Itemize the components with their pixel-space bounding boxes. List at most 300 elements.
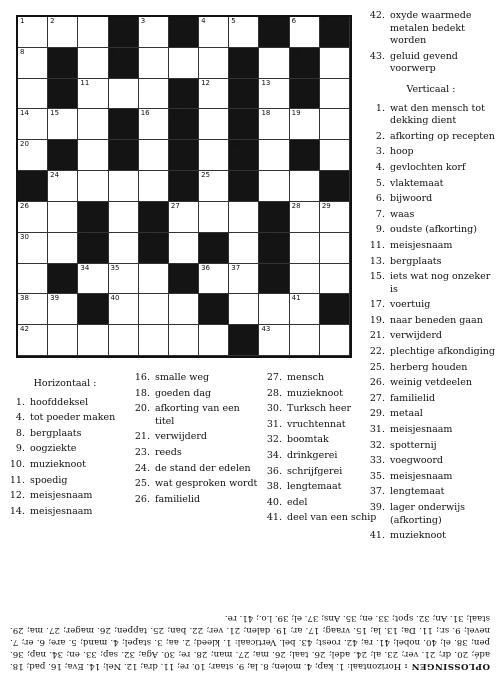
cell-number: 17 (170, 109, 180, 118)
cell-number: 39 (50, 294, 60, 303)
clue-text: waas (390, 208, 415, 220)
clue-item (365, 502, 497, 527)
grid-cell-black (199, 233, 229, 264)
clue-number: 15. (369, 271, 385, 283)
clue-number: 12. (9, 490, 25, 502)
clue-item (130, 403, 258, 428)
clue-text: afkorting op recepten (390, 130, 495, 142)
grid-cell-black (78, 294, 108, 325)
grid-cell-black (109, 48, 139, 79)
clue-item (365, 162, 497, 175)
clue-item (5, 459, 125, 472)
solutions-heading: OPLOSSINGEN : (404, 661, 490, 671)
grid-cell[interactable] (139, 140, 169, 171)
cell-number: 37 (231, 263, 241, 272)
grid-cell-black (48, 264, 78, 295)
clue-text: plechtige afkondiging (390, 346, 495, 358)
cell-number: 35 (110, 263, 120, 272)
grid-cell[interactable] (139, 325, 169, 356)
clue-text: bergplaats (30, 427, 82, 439)
clue-number: 11. (369, 239, 385, 251)
cell-number: 30 (20, 232, 29, 241)
grid-cell[interactable] (199, 48, 229, 79)
clue-item (130, 447, 258, 460)
grid-cell[interactable] (48, 294, 78, 325)
cell-number: 24 (50, 171, 60, 180)
clue-item (262, 466, 382, 479)
clue-number: 29. (369, 408, 385, 420)
clue-number: 34. (266, 449, 282, 461)
clue-number: 9. (375, 224, 385, 236)
cell-number: 3 (140, 17, 146, 25)
grid-cell-black (229, 171, 259, 202)
clue-text: lengtemaat (287, 481, 342, 493)
grid-cell[interactable] (259, 140, 289, 171)
clue-number: 14. (9, 505, 25, 517)
clue-number: 35. (369, 470, 385, 482)
grid-cell[interactable] (139, 48, 169, 79)
clue-text: verwijderd (155, 431, 207, 443)
grid-cell[interactable] (109, 202, 139, 233)
horizontal-clues-column-3 (262, 372, 382, 528)
grid-cell[interactable] (18, 294, 48, 325)
clue-item (365, 103, 497, 128)
clue-item (262, 419, 382, 432)
clue-text: familielid (390, 392, 436, 404)
cell-number: 29 (321, 201, 331, 210)
grid-cell[interactable] (290, 17, 320, 48)
grid-cell-black (229, 109, 259, 140)
clue-item (365, 362, 497, 375)
clue-number: 24. (134, 462, 150, 474)
grid-cell[interactable] (78, 325, 108, 356)
grid-cell[interactable] (259, 325, 289, 356)
clue-item (365, 471, 497, 484)
clue-item (365, 240, 497, 253)
clue-number: 6. (375, 193, 385, 205)
grid-cell[interactable] (169, 233, 199, 264)
grid-cell-black (229, 79, 259, 110)
clue-item (365, 486, 497, 499)
clue-number: 40. (266, 496, 282, 508)
clue-item (365, 224, 497, 237)
grid-cell-black (109, 17, 139, 48)
clue-item (5, 490, 125, 503)
clue-item (130, 388, 258, 401)
grid-cell-black (290, 48, 320, 79)
clue-item (365, 51, 497, 76)
clue-item (5, 443, 125, 456)
clue-item (130, 494, 258, 507)
grid-cell[interactable] (109, 79, 139, 110)
clue-number: 3. (375, 146, 385, 158)
cell-number: 21 (110, 140, 120, 149)
cell-number: 10 (291, 47, 301, 56)
clue-item (5, 412, 125, 425)
grid-cell[interactable] (48, 233, 78, 264)
cell-number: 26 (20, 201, 29, 210)
grid-cell-black (320, 17, 350, 48)
cell-number: 42 (20, 325, 29, 334)
clue-item (365, 178, 497, 191)
clue-item (365, 393, 497, 406)
clue-number: 36. (266, 465, 282, 477)
grid-cell[interactable] (259, 79, 289, 110)
clue-text: tot poeder maken (30, 412, 116, 424)
clue-text: voegwoord (390, 455, 443, 467)
grid-cell-black (48, 79, 78, 110)
clue-item (365, 299, 497, 312)
cell-number: 7 (321, 17, 327, 25)
cell-number: 11 (80, 78, 90, 87)
clue-number: 9. (15, 443, 25, 455)
clue-item (365, 455, 497, 468)
grid-cell[interactable] (290, 325, 320, 356)
clue-text: metaal (390, 408, 423, 420)
grid-cell[interactable] (109, 294, 139, 325)
grid-cell[interactable] (139, 294, 169, 325)
clue-number: 27. (266, 372, 282, 383)
clue-number: 21. (134, 431, 150, 443)
grid-cell-black (78, 202, 108, 233)
grid-cell-black (169, 17, 199, 48)
clue-text: bergplaats (390, 255, 442, 267)
grid-cell[interactable] (320, 202, 350, 233)
grid-cell-black (169, 109, 199, 140)
cell-number: 22 (231, 140, 241, 149)
solutions-text: Horizontaal: 1. kap; 4. molen; 8. la; 9. staar; 10. re; 11. dra; 12. Nel; 14. Eva; 16. pad; 18. adé; 20. dr; 21. ver; 23. al; 24. adel; 26. taal; 26. ma; 27. man; 28. re; 30. Aga; 32. sap; 33. en; 34. nap; 36. pen; 38. el; 40. nobel; 41. ra; 42. roest; 43. bel. Verticaal: 1. kleed; 2. aa; 3. stapel; 4. mand; 5. are; 6. er; 7. nevel; 9. sr.; 11. Da; 13. la; 15. vraag; 17. ar; 19. dalen; 21. ver; 22. ban; 25. tappen; 26. mager; 27. ma; 29. staal; 31. An; 32. spot; 33. en; 35. Ans; 37. el; 39. l.o.; 41. re. (9, 613, 490, 671)
cell-number: 41 (291, 294, 301, 303)
cell-number: 36 (201, 263, 210, 272)
clue-text: bijwoord (390, 193, 433, 205)
clue-item (262, 497, 382, 510)
clue-number: 25. (369, 361, 385, 373)
clue-number: 10. (9, 458, 25, 470)
clue-text: weinig vetdeelen (390, 377, 472, 389)
cell-number: 31 (80, 232, 90, 241)
clue-item (365, 346, 497, 359)
clue-text: voertuig (390, 299, 431, 311)
clue-text: edel (287, 496, 308, 508)
cell-number: 18 (261, 109, 271, 118)
grid-cell[interactable] (18, 109, 48, 140)
cell-number: 2 (50, 17, 55, 25)
grid-cell[interactable] (48, 109, 78, 140)
grid-cell[interactable] (259, 294, 289, 325)
grid-cell[interactable] (229, 17, 259, 48)
vertical-heading: Verticaal : (406, 83, 456, 95)
clue-number: 42. (369, 10, 385, 21)
clue-number: 16. (134, 372, 150, 383)
grid-cell-black (199, 294, 229, 325)
clue-number: 11. (9, 474, 25, 486)
cell-number: 32 (140, 232, 150, 241)
cell-number: 19 (291, 109, 301, 118)
clue-item (365, 209, 497, 222)
grid-cell[interactable] (199, 140, 229, 171)
clue-number: 18. (134, 387, 150, 399)
clue-number: 39. (369, 502, 385, 513)
grid-cell[interactable] (259, 48, 289, 79)
clue-text: wat den mensch tot dekking dient (390, 102, 485, 127)
grid-cell[interactable] (199, 79, 229, 110)
clue-item (5, 506, 125, 519)
grid-cell[interactable] (229, 202, 259, 233)
clue-text: spoedig (30, 474, 68, 486)
cell-number: 43 (261, 325, 271, 334)
grid-cell[interactable] (48, 171, 78, 202)
clue-text: goeden dag (155, 387, 212, 399)
grid-cell[interactable] (290, 171, 320, 202)
clue-item (365, 256, 497, 269)
grid-cell-black (169, 171, 199, 202)
clue-text: geluid gevend voorwerp (390, 50, 458, 75)
clue-text: meisjesnaam (390, 239, 453, 251)
grid-cell[interactable] (229, 264, 259, 295)
clue-number: 2. (375, 130, 385, 142)
clue-text: smalle weg (155, 372, 210, 383)
clue-number: 26. (369, 377, 385, 389)
grid-cell[interactable] (199, 17, 229, 48)
grid-cell[interactable] (259, 171, 289, 202)
grid-cell-black (259, 202, 289, 233)
clue-item (365, 408, 497, 421)
grid-cell-black (259, 233, 289, 264)
grid-cell-black (320, 171, 350, 202)
grid-cell[interactable] (229, 233, 259, 264)
grid-cell[interactable] (109, 171, 139, 202)
clue-text: verwijderd (390, 330, 442, 342)
clue-text: naar beneden gaan (390, 314, 483, 326)
clue-item (262, 434, 382, 447)
clue-item (262, 450, 382, 463)
grid-cell-black (259, 264, 289, 295)
clue-text: oxyde waarmede metalen bedekt worden (390, 10, 472, 47)
clue-text: oogziekte (30, 443, 77, 455)
cell-number: 6 (291, 17, 297, 25)
clue-text: herberg houden (390, 361, 468, 373)
grid-cell-black (48, 48, 78, 79)
clue-item (5, 475, 125, 488)
grid-cell-black (109, 140, 139, 171)
grid-cell[interactable] (78, 171, 108, 202)
grid-cell[interactable] (139, 17, 169, 48)
clue-text: muzieknoot (287, 387, 343, 399)
clue-number: 41. (369, 530, 385, 542)
clue-number: 37. (369, 486, 385, 498)
grid-cell[interactable] (109, 233, 139, 264)
clue-text: vruchtennat (287, 418, 346, 430)
grid-cell[interactable] (18, 233, 48, 264)
grid-cell[interactable] (290, 264, 320, 295)
grid-cell[interactable] (169, 202, 199, 233)
grid-cell[interactable] (320, 233, 350, 264)
grid-cell[interactable] (18, 202, 48, 233)
grid-cell[interactable] (290, 109, 320, 140)
clue-text: lager onderwijs (afkorting) (390, 502, 466, 526)
grid-cell[interactable] (18, 17, 48, 48)
grid-cell-black (169, 79, 199, 110)
grid-cell[interactable] (109, 325, 139, 356)
clue-number: 8. (15, 427, 25, 439)
cell-number: 38 (20, 294, 29, 303)
clue-number: 23. (134, 446, 150, 458)
cell-number: 13 (261, 78, 271, 87)
clue-item (262, 388, 382, 401)
grid-cell[interactable] (78, 79, 108, 110)
clue-item (262, 512, 382, 525)
grid-cell[interactable] (320, 79, 350, 110)
grid-cell[interactable] (290, 294, 320, 325)
clue-number: 26. (134, 493, 150, 505)
clue-number: 7. (375, 208, 385, 220)
cell-number: 28 (291, 201, 301, 210)
clue-item (5, 397, 125, 410)
grid-cell[interactable] (169, 294, 199, 325)
clue-number: 4. (375, 161, 385, 173)
grid-cell[interactable] (320, 264, 350, 295)
clue-item (365, 440, 497, 453)
clue-number: 32. (266, 434, 282, 446)
cell-number: 5 (231, 17, 236, 25)
grid-cell[interactable] (199, 109, 229, 140)
grid-cell[interactable] (259, 109, 289, 140)
grid-cell-black (48, 140, 78, 171)
grid-cell-black (139, 233, 169, 264)
clue-item (365, 315, 497, 328)
clue-text: familielid (155, 493, 201, 505)
grid-cell-black (290, 140, 320, 171)
clue-text: Turksch heer (287, 403, 351, 415)
grid-cell[interactable] (78, 140, 108, 171)
grid-cell[interactable] (18, 48, 48, 79)
cell-number: 16 (140, 109, 150, 118)
clue-number: 27. (369, 392, 385, 404)
clue-number: 38. (266, 481, 282, 493)
clue-item (130, 372, 258, 385)
horizontal-clues-column-2 (130, 372, 258, 509)
clue-item (365, 330, 497, 343)
clue-number: 17. (369, 299, 385, 311)
grid-cell[interactable] (139, 79, 169, 110)
grid-cell[interactable] (48, 17, 78, 48)
grid-cell-black (229, 140, 259, 171)
clue-number: 4. (15, 412, 25, 424)
cell-number: 23 (291, 140, 301, 149)
vertical-clue-list (365, 103, 497, 543)
clue-text: muzieknoot (390, 530, 446, 542)
clue-item (130, 478, 258, 491)
grid-cell[interactable] (139, 171, 169, 202)
clue-item (262, 481, 382, 494)
clue-number: 32. (369, 439, 385, 451)
cell-number: 4 (201, 17, 206, 25)
clue-number: 31. (369, 424, 385, 436)
clue-item (130, 431, 258, 444)
grid-cell[interactable] (18, 264, 48, 295)
grid-cell[interactable] (320, 48, 350, 79)
clue-text: de stand der edelen (155, 462, 251, 474)
grid-cell[interactable] (199, 202, 229, 233)
cell-number: 9 (110, 47, 115, 56)
clue-number: 20. (134, 403, 150, 415)
grid-cell[interactable] (169, 48, 199, 79)
cell-number: 25 (201, 171, 210, 180)
grid-cell-black (139, 202, 169, 233)
grid-cell[interactable] (48, 202, 78, 233)
clue-item (130, 463, 258, 476)
grid-cell[interactable] (139, 264, 169, 295)
clue-text: muzieknoot (30, 458, 86, 470)
grid-cell[interactable] (139, 109, 169, 140)
clue-number: 13. (369, 255, 385, 267)
grid-cell[interactable] (78, 264, 108, 295)
solutions-upside-down (10, 550, 490, 672)
clue-number: 22. (369, 346, 385, 358)
grid-cell-black (259, 17, 289, 48)
grid-cell[interactable] (199, 325, 229, 356)
clue-item (365, 146, 497, 159)
grid-cell[interactable] (290, 233, 320, 264)
clue-text: meisjesnaam (390, 424, 453, 436)
grid-cell[interactable] (48, 325, 78, 356)
clue-text: oudste (afkorting) (390, 224, 477, 236)
grid-cell-black (290, 79, 320, 110)
grid-cell-black (320, 294, 350, 325)
clue-text: boomtak (287, 434, 329, 446)
clue-number: 5. (375, 177, 385, 189)
grid-cell[interactable] (290, 202, 320, 233)
clue-text: mensch (287, 372, 325, 383)
grid-cell[interactable] (320, 140, 350, 171)
clue-text: meisjesnaam (390, 470, 453, 482)
clue-number: 41. (266, 512, 282, 524)
clue-item (365, 377, 497, 390)
grid-cell[interactable] (229, 294, 259, 325)
grid-cell[interactable] (199, 171, 229, 202)
grid-cell[interactable] (78, 48, 108, 79)
grid-cell[interactable] (320, 325, 350, 356)
horizontal-clues-continued (365, 10, 497, 76)
cell-number: 27 (170, 201, 180, 210)
grid-cell[interactable] (109, 264, 139, 295)
clue-text: spotternij (390, 439, 437, 451)
clue-text: vlaktemaat (390, 177, 444, 189)
grid-cell[interactable] (18, 140, 48, 171)
grid-cell[interactable] (18, 79, 48, 110)
clue-text: gevlochten korf (390, 161, 466, 173)
grid-cell-black (78, 233, 108, 264)
grid-cell[interactable] (18, 325, 48, 356)
grid-cell[interactable] (169, 325, 199, 356)
grid-cell[interactable] (78, 109, 108, 140)
grid-cell[interactable] (78, 17, 108, 48)
clue-text: meisjesnaam (30, 505, 93, 517)
clue-number: 43. (369, 50, 385, 62)
horizontal-heading: Horizontaal : (33, 378, 97, 389)
clue-item (365, 530, 497, 543)
clue-number: 1. (375, 102, 385, 114)
cell-number: 33 (261, 232, 271, 241)
clues-right-column (365, 10, 497, 546)
clue-text: afkorting van een titel (155, 403, 240, 427)
grid-cell[interactable] (320, 109, 350, 140)
grid-cell[interactable] (199, 264, 229, 295)
clue-item (262, 403, 382, 416)
clue-item (365, 131, 497, 144)
clue-number: 33. (369, 455, 385, 467)
grid-cell-black (169, 140, 199, 171)
